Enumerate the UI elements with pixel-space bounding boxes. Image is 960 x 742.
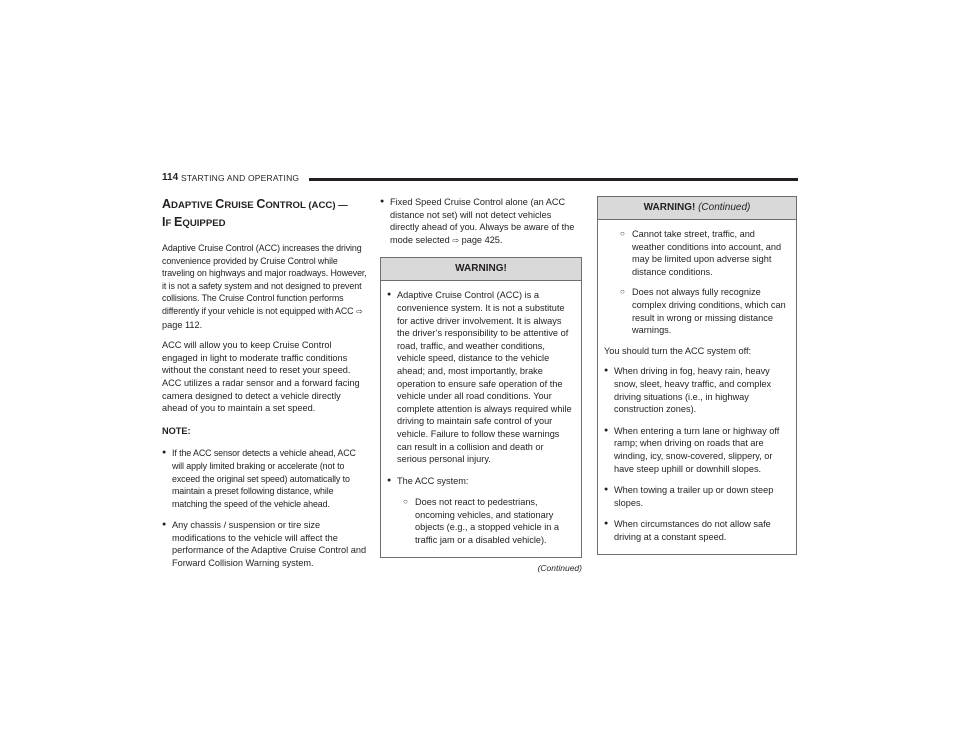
section-name: STARTING AND OPERATING xyxy=(181,173,300,183)
header-rule xyxy=(309,178,798,181)
page-number: 114 xyxy=(162,172,179,183)
page-header xyxy=(162,172,798,186)
column-2 xyxy=(380,196,582,574)
mode-list xyxy=(380,196,582,247)
list-item: ● When entering a turn lane or highway off ramp; when driving on roads that are winding, icy, snow-covered, slippery, or have steep uphill or downhill slopes. xyxy=(604,425,790,475)
note-label: NOTE: xyxy=(162,425,191,436)
list-item: ● When circumstances do not allow safe driving at a constant speed. xyxy=(604,518,790,543)
page-ref-link[interactable]: page 112. xyxy=(162,319,203,330)
list-item: ● The ACC system: xyxy=(387,475,575,488)
column-1 xyxy=(162,196,367,579)
page-ref-arrow-icon: ⇨ xyxy=(452,235,460,245)
section-title: ADAPTIVE CRUISE CONTROL (ACC) — IF EQUIPPED xyxy=(162,197,348,229)
warning-title: WARNING! (Continued) xyxy=(598,197,796,220)
warning-box-continued xyxy=(597,196,797,555)
warning-title: WARNING! xyxy=(381,258,581,281)
list-item: ● If the ACC sensor detects a vehicle ahead, ACC will apply limited braking or accelerate (not to exceed the original set speed) automatically to maintain a preset following distance, while matching the speed of the vehicle ahead. xyxy=(162,447,367,510)
sub-list-item: ○ Cannot take street, traffic, and weather conditions into account, and may be limited upon adverse sight distance conditions. xyxy=(604,228,790,278)
sub-list-item: ○ Does not always fully recognize complex driving conditions, which can result in wrong or missing distance warnings. xyxy=(604,286,790,336)
sub-list-item: ○ Does not react to pedestrians, oncoming vehicles, and stationary objects (e.g., a stopped vehicle in a traffic jam or a disabled vehicle). xyxy=(387,496,575,546)
list-item: ● Adaptive Cruise Control (ACC) is a convenience system. It is not a substitute for active driver involvement. It is always the driver’s responsibility to be attentive of road, traffic, and weather conditions, vehicle speed, distance to the vehicle ahead; and, most importantly, brake operation to ensure safe operation of the vehicle under all road conditions. Your complete attention is always required while driving to maintain safe control of your vehicle. Failure to follow these warnings can result in a collision and death or serious personal injury. xyxy=(387,289,575,465)
list-item: ● Fixed Speed Cruise Control alone (an ACC distance not set) will not detect vehicles directly ahead of you. Always be aware of the mode selected ⇨ page 425. xyxy=(380,196,582,247)
turn-off-intro: You should turn the ACC system off: xyxy=(604,345,752,356)
column-3 xyxy=(597,196,797,555)
page-ref-link[interactable]: page 425. xyxy=(461,234,503,245)
page-ref-arrow-icon: ⇨ xyxy=(356,306,363,316)
acc-description-paragraph: ACC will allow you to keep Cruise Control engaged in light to moderate traffic conditions without the constant need to reset your speed. ACC utilizes a radar sensor and a forward facing camera designed to detect a vehicle directly ahead of you to maintain a set speed. xyxy=(162,340,360,414)
intro-paragraph: Adaptive Cruise Control (ACC) increases the driving convenience provided by Cruise Control while traveling on highways and major roadways. However, it is not a safety system and not designed to prevent collisions. The Cruise Control function performs differently if your vehicle is not equipped with ACC ⇨ page 112. xyxy=(162,243,367,330)
list-item: ● When driving in fog, heavy rain, heavy snow, sleet, heavy traffic, and complex driving situations (i.e., in highway construction zones). xyxy=(604,365,790,415)
list-item: ● When towing a trailer up or down steep slopes. xyxy=(604,484,790,509)
note-list xyxy=(162,447,367,569)
list-item: ● Any chassis / suspension or tire size modifications to the vehicle will affect the performance of the Adaptive Cruise Control and Forward Collision Warning system. xyxy=(162,519,367,569)
continued-label: (Continued) xyxy=(537,562,582,573)
warning-box xyxy=(380,257,582,557)
